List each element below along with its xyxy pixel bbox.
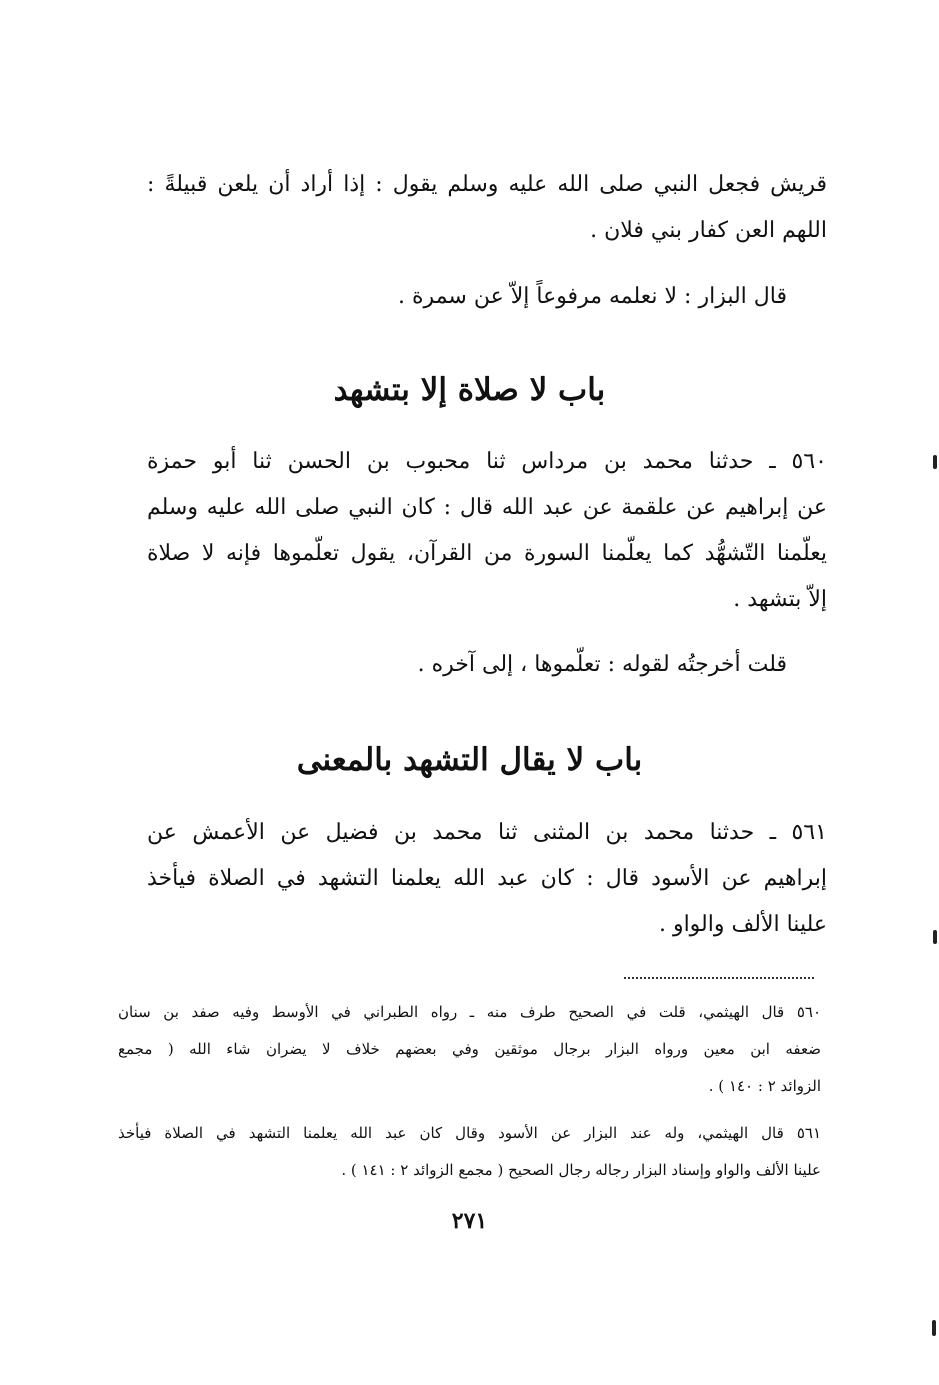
text-line: إبراهيم عن الأسود قال : كان عبد الله يعلمنا التشهد في الصلاة فيأخذ [147, 866, 827, 891]
text-line: يعلّمنا التّشهُّد كما يعلّمنا السورة من القرآن، يقول تعلّموها فإنه لا صلاة [147, 541, 827, 566]
footnote-561 [118, 1124, 821, 1198]
footnote-line: علينا الألف والواو وإسناد البزار رجاله رجال الصحيح ( مجمع الزوائد ٢ : ١٤١ ) . [341, 1161, 821, 1179]
scan-mark [933, 455, 937, 469]
hadith-561 [147, 820, 827, 958]
hadith-560 [147, 449, 827, 633]
text-line: اللهم العن كفار بني فلان . [590, 218, 827, 243]
text-line: إلاّ بتشهد . [733, 587, 827, 612]
footnote-divider [624, 977, 814, 979]
scan-mark [932, 1320, 936, 1336]
footnote-line: ٥٦٠ قال الهيثمي، قلت في الصحيح طرف منه ـ رواه الطبراني في الأوسط وفيه صفد بن سنان [118, 1003, 821, 1021]
text-line: علينا الألف والواو . [658, 912, 827, 937]
page-number: ٢٧١ [451, 1208, 488, 1234]
bazzar-note: قال البزار : لا نعلمه مرفوعاً إلاّ عن سمرة . [398, 284, 787, 309]
scan-mark [933, 930, 937, 944]
text-line: عن إبراهيم عن علقمة عن عبد الله قال : كان النبي صلى الله عليه وسلم [147, 495, 827, 520]
continuation-paragraph [147, 172, 827, 264]
text-line: ٥٦٠ ـ حدثنا محمد بن مرداس ثنا محبوب بن الحسن ثنا أبو حمزة [147, 449, 827, 474]
footnote-line: الزوائد ٢ : ١٤٠ ) . [708, 1077, 821, 1095]
section-heading-2: باب لا يقال التشهد بالمعنى [296, 742, 643, 778]
text-line: ٥٦١ ـ حدثنا محمد بن المثنى ثنا محمد بن فضيل عن الأعمش عن [147, 820, 827, 845]
footnote-line: ٥٦١ قال الهيثمي، وله عند البزار عن الأسود وقال كان عبد الله يعلمنا التشهد في الصلاة فيأخذ [118, 1124, 821, 1142]
text-line: قريش فجعل النبي صلى الله عليه وسلم يقول : إذا أراد أن يلعن قبيلةً : [147, 172, 827, 197]
footnote-line: ضعفه ابن معين ورواه البزار برجال موثقين وفي بعضهم خلاف لا يضران شاء الله ( مجمع [118, 1040, 821, 1058]
footnote-560 [118, 1003, 821, 1114]
section-heading-1: باب لا صلاة إلا بتشهد [333, 372, 606, 408]
author-note: قلت أخرجتُه لقوله : تعلّموها ، إلى آخره . [417, 652, 787, 677]
